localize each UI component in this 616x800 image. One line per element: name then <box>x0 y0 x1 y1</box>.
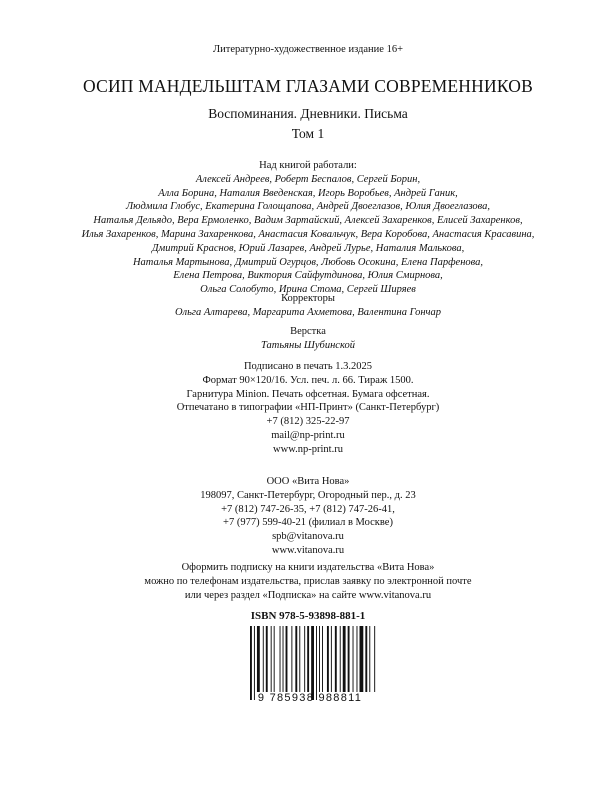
subscription-line: можно по телефонам издательства, прислав заявку по электронной почте <box>144 575 472 587</box>
isbn-label: ISBN 978-5-93898-881-1 <box>250 610 366 622</box>
print-info-line: mail@np-print.ru <box>271 429 345 441</box>
volume-label: Том 1 <box>291 126 325 141</box>
print-info-line: Гарнитура Minion. Печать офсетная. Бумага офсетная. <box>186 388 430 400</box>
correctors-heading: Корректоры <box>281 293 335 304</box>
credits-line: Илья Захаренков, Марина Захаренкова, Анастасия Ковальчук, Вера Коробова, Анастасия Красавина, <box>81 228 535 240</box>
correctors-names: Ольга Алтарева, Маргарита Ахметова, Валентина Гончар <box>174 306 442 318</box>
correctors-section <box>0 292 616 320</box>
publisher-line: www.vitanova.ru <box>271 544 345 556</box>
print-info-line: +7 (812) 325-22-97 <box>266 416 350 428</box>
layout-heading: Верстка <box>290 326 326 337</box>
credits-heading: Над книгой работали: <box>259 160 357 171</box>
layout-name: Татьяны Шубинской <box>261 339 355 351</box>
credits-line: Алексей Андреев, Роберт Беспалов, Сергей Борин, <box>195 173 421 185</box>
publisher-line: ООО «Вита Нова» <box>266 476 350 487</box>
subscription-line: Оформить подписку на книги издательства «Вита Нова» <box>181 562 435 573</box>
print-info-line: Формат 90×120/16. Усл. печ. л. 66. Тираж 1500. <box>202 374 414 386</box>
publisher-line: +7 (977) 599-40-21 (филиал в Москве) <box>223 517 393 529</box>
credits-line: Ольга Солобуто, Ирина Стома, Сергей Ширяев <box>200 284 416 296</box>
print-info-line: Подписано в печать 1.3.2025 <box>243 361 373 372</box>
credits-line: Наталья Мартынова, Дмитрий Огурцов, Любовь Осокина, Елена Парфенова, <box>132 256 484 268</box>
publisher-line: 198097, Санкт-Петербург, Огородный пер., д. 23 <box>200 489 416 501</box>
age-rating-note: Литературно-художественное издание 16+ <box>213 44 403 55</box>
book-subtitle: Воспоминания. Дневники. Письма <box>208 106 408 121</box>
credits-line: Алла Борина, Наталия Введенская, Игорь Воробьев, Андрей Ганик, <box>158 187 458 199</box>
layout-section <box>0 325 616 353</box>
publisher-section <box>0 475 616 558</box>
credits-line: Людмила Глобус, Екатерина Голощапова, Андрей Двоеглазов, Юлия Двоеглазова, <box>125 201 491 213</box>
credits-line: Наталья Дельядо, Вера Ермоленко, Вадим Зартайский, Алексей Захаренков, Елисей Захаренков, <box>93 215 523 227</box>
barcode-digits: 9 785938 988811 <box>257 692 363 704</box>
print-info-section <box>0 360 616 457</box>
subscription-section <box>0 561 616 602</box>
credits-section <box>0 159 616 297</box>
subscription-line: или через раздел «Подписка» на сайте www.vitanova.ru <box>184 589 432 601</box>
publisher-line: spb@vitanova.ru <box>272 531 344 543</box>
print-info-line: Отпечатано в типографии «НП-Принт» (Санкт-Петербург) <box>176 402 440 414</box>
print-info-line: www.np-print.ru <box>273 443 343 455</box>
book-title: ОСИП МАНДЕЛЬШТАМ ГЛАЗАМИ СОВРЕМЕННИКОВ <box>83 76 533 96</box>
publisher-line: +7 (812) 747-26-35, +7 (812) 747-26-41, <box>221 503 395 515</box>
credits-line: Елена Петрова, Виктория Сайфутдинова, Юлия Смирнова, <box>173 270 443 282</box>
credits-line: Дмитрий Краснов, Юрий Лазарев, Андрей Лурье, Наталия Малькова, <box>151 242 465 254</box>
